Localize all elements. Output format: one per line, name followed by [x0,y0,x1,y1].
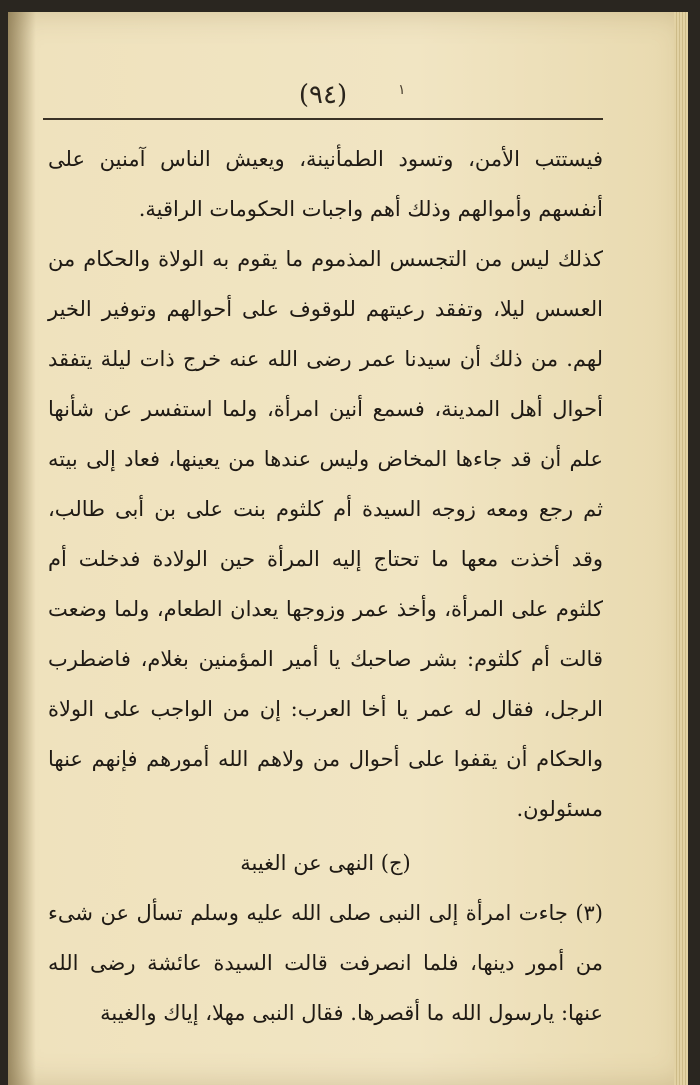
page-edges [674,12,688,1085]
header-rule [43,118,603,120]
paragraph-3: (٣) جاءت امرأة إلى النبى صلى الله عليه وسلم تسأل عن شىء من أمور دينها، فلما انصرفت قالت السيدة عائشة رضى الله عنها: يارسول الله ما أقصرها. فقال النبى مهلا، إياك والغيبة [48,901,603,1025]
page-header [43,72,603,122]
book-page [8,12,688,1085]
page-number: (٩٤) [298,80,348,110]
paragraph-1: فيستتب الأمن، وتسود الطمأنينة، ويعيش الناس آمنين على أنفسهم وأموالهم وذلك أهم واجبات الحكومات الراقية. [48,147,603,221]
section-heading: (ج) النهى عن الغيبة [240,851,411,875]
binding-shadow [8,12,36,1085]
paragraph-2: كذلك ليس من التجسس المذموم ما يقوم به الولاة والحكام من العسس ليلا، وتفقد رعيتهم للوقوف على أحوالهم وتوفير الخير لهم. من ذلك أن سيدنا عمر رضى الله عنه خرج ذات ليلة يتفقد أحوال أهل المدينة، فسمع أنين امرأة، ولما استفسر عن شأنها علم أن قد جاءها المخاض وليس عندها من يعينها، فعاد إلى بيته ثم رجع ومعه زوجه السيدة أم كلثوم بنت على بن أبى طالب، وقد أخذت معها ما تحتاج إليه المرأة حين الولادة فدخلت أم كلثوم على المرأة، وأخذ عمر وزوجها يعدان الطعام، ولما وضعت قالت أم كلثوم: بشر صاحبك يا أمير المؤمنين بغلام، فاضطرب الرجل، فقال له عمر يا أخا العرب: إن من الواجب على الولاة والحكام أن يقفوا على أحوال من ولاهم الله أمورهم فإنهم عنها مسئولون. [48,247,603,821]
body-text [48,134,603,1038]
header-mark: ١ [398,82,406,98]
